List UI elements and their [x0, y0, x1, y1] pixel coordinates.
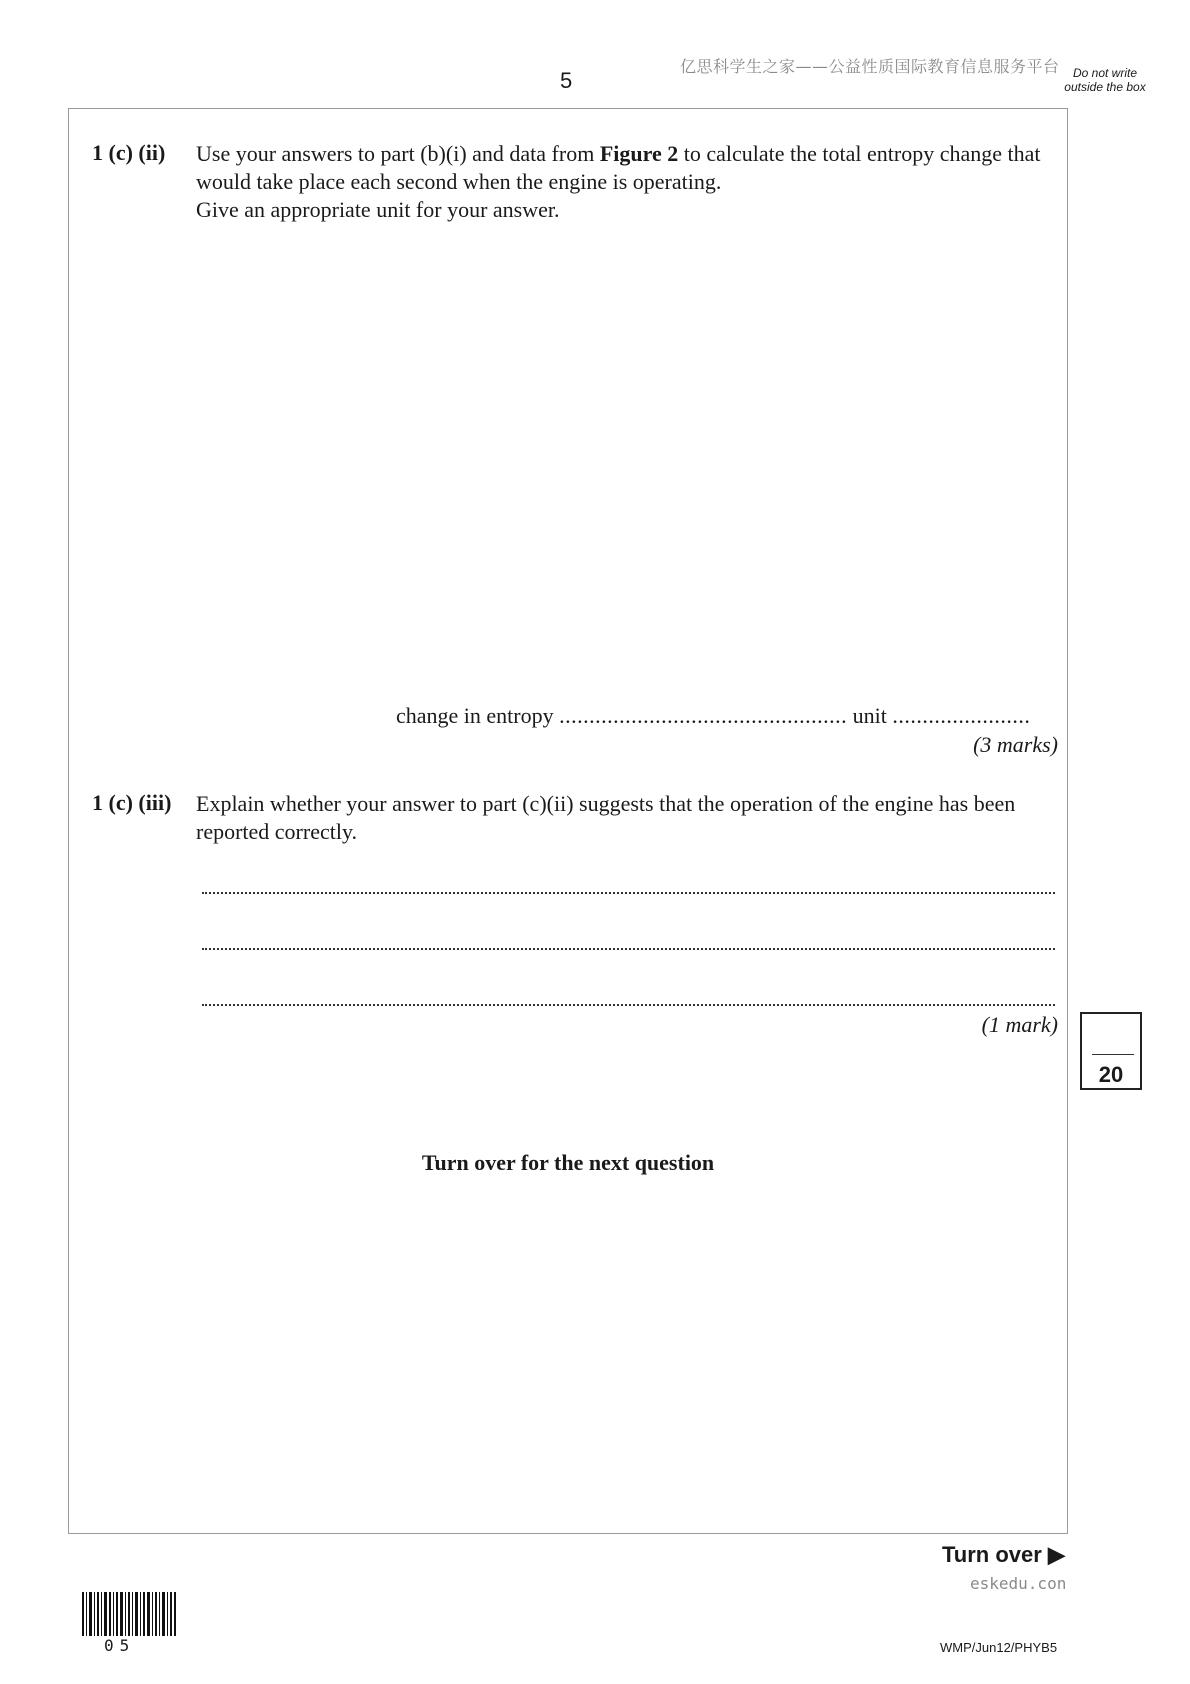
- score-box-rule: [1092, 1054, 1134, 1055]
- entropy-answer-label: change in entropy: [396, 703, 554, 728]
- entropy-answer-row[interactable]: [396, 703, 1030, 729]
- score-box-value: 20: [1098, 1062, 1124, 1087]
- answer-line-1[interactable]: [202, 892, 1055, 894]
- unit-answer-dots[interactable]: .......................: [892, 703, 1031, 728]
- unit-label: unit: [852, 703, 887, 728]
- question-number-c-ii: 1 (c) (ii): [92, 140, 166, 165]
- barcode-number: 05: [104, 1636, 136, 1655]
- margin-note: Do not write outside the box: [1064, 66, 1146, 94]
- question-text-c-ii-part1: Use your answers to part (b)(i) and data from: [196, 141, 600, 166]
- answer-line-3[interactable]: [202, 1004, 1055, 1006]
- question-text-c-iii: Explain whether your answer to part (c)(ii) suggests that the operation of the engine has been reported correctly.: [196, 791, 1016, 844]
- barcode-icon: [82, 1592, 176, 1636]
- turn-over-label: Turn over ▶: [942, 1542, 1065, 1567]
- figure-reference: Figure 2: [599, 141, 679, 166]
- footer-watermark: eskedu.con: [970, 1574, 1067, 1593]
- header-watermark: 亿思科学生之家——公益性质国际教育信息服务平台: [680, 57, 1060, 76]
- turn-over-next-question: Turn over for the next question: [421, 1150, 715, 1175]
- answer-line-2[interactable]: [202, 948, 1055, 950]
- marks-c-iii: (1 mark): [981, 1012, 1058, 1037]
- question-text-c-ii-line3: Give an appropriate unit for your answer.: [196, 197, 560, 222]
- score-box: [1080, 1012, 1142, 1090]
- marks-c-ii: (3 marks): [973, 732, 1058, 757]
- paper-code: WMP/Jun12/PHYB5: [940, 1640, 1058, 1655]
- question-number-c-iii: 1 (c) (iii): [92, 790, 172, 815]
- question-text-c-ii-part2: to calculate the total entropy change that would take place each second when the engine is operating.: [196, 141, 1041, 194]
- entropy-answer-dots[interactable]: ................................................: [559, 703, 848, 728]
- question-text-c-ii: [196, 140, 1056, 224]
- page-number: 5: [560, 68, 573, 93]
